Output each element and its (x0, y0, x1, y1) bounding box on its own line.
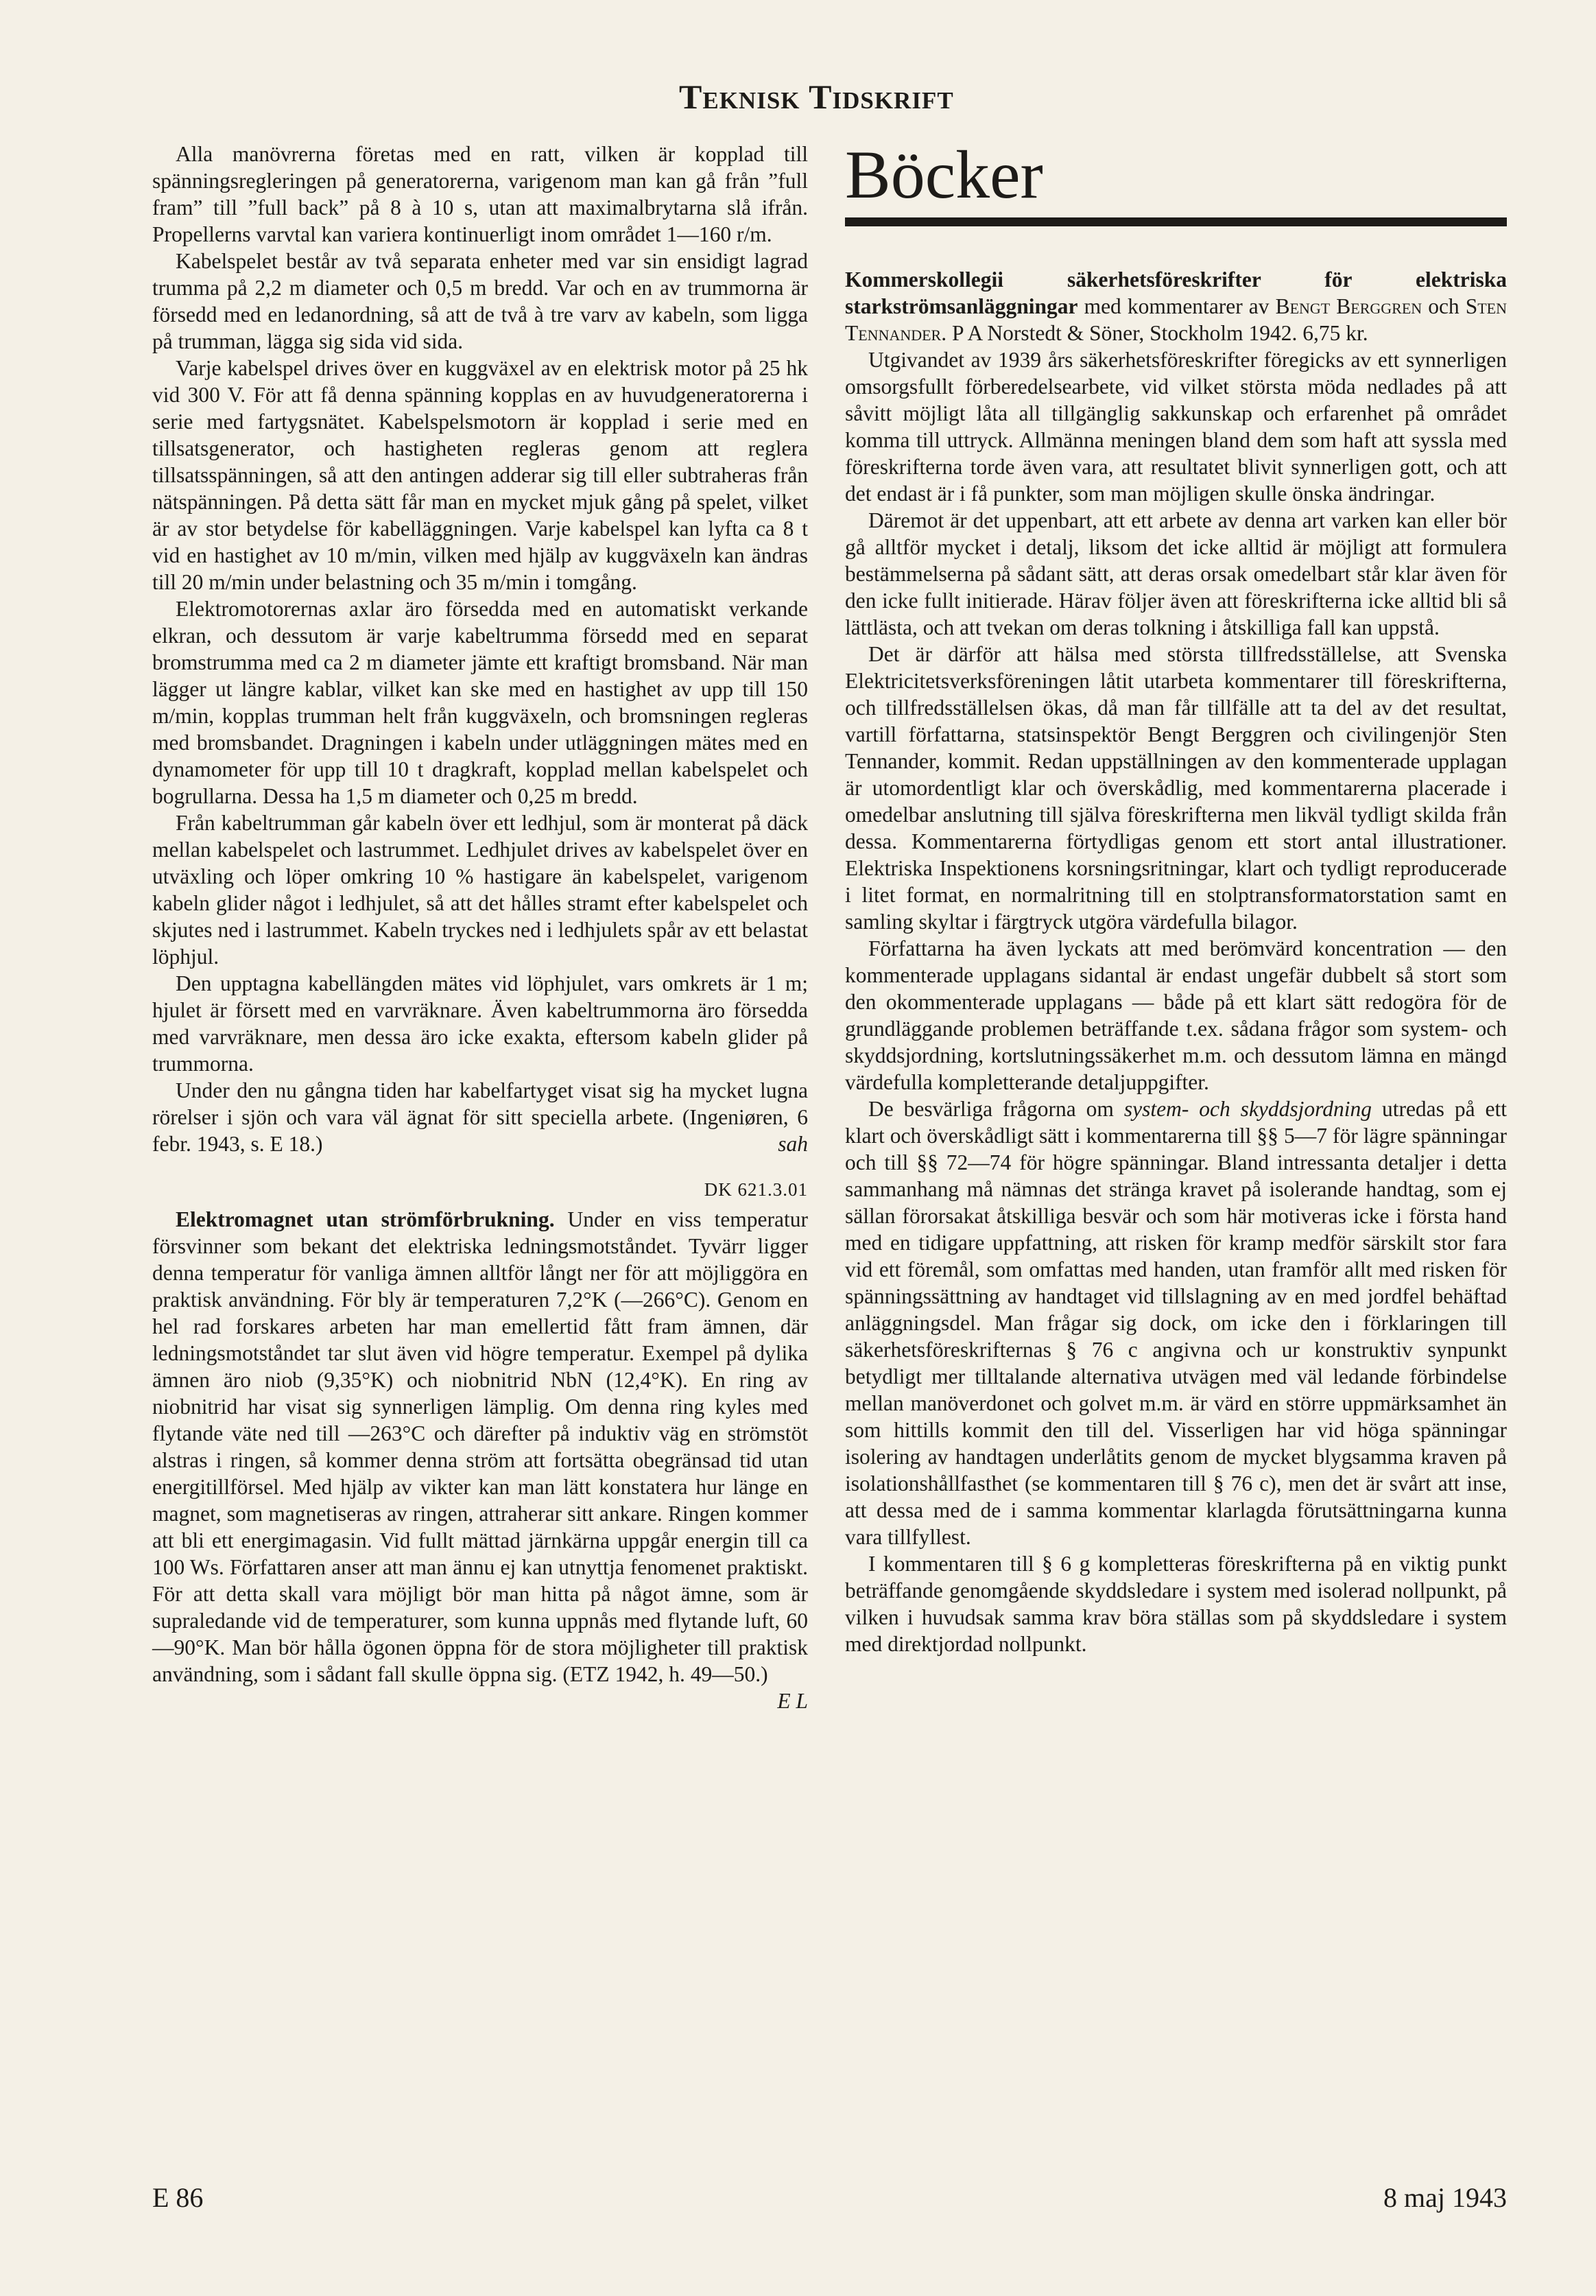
article-body: Under en viss temperatur försvinner som bekant det elektriska ledningsmotståndet. Tyvärr ligger denna temperatur för vanliga ämnen alltför långt ner för att möjliggöra en praktisk användning. För bly är temperaturen 7,2°K (—266°C). Genom en hel rad forskares arbeten har man emellertid fått fram ämnen, där ledningsmotståndet tar slut även vid högre temperatur. Exempel på dylika ämnen äro niob (9,35°K) och niobnitrid NbN (12,4°K). En ring av niobnitrid har visat sig synnerligen lämplig. Om denna ring kyles med flytande väte ned till —263°C och därefter på induktiv väg en strömstöt alstras i ringen, så kommer denna ström att fortsätta obegränsad tid utan energitillförsel. Med hjälp av vikter kan man lätt konstatera hur länge en magnet, som magnetiseras av ringen, attraherar sitt ankare. Ringen kommer att bli ett energimagasin. Vid fullt mättad järnkärna uppgår energin till ca 100 Ws. Författaren anser att man ännu ej kan utnyttja fenomenet praktiskt. För att detta skall vara möjligt bör man hitta på något ämne, som är supraledande vid de temperaturer, som kunna uppnås med flytande luft, 60—90°K. Man bör hålla ögonen öppna för de stora möjligheter till praktisk användning, som i sådant fall skulle öppna sig. (ETZ 1942, h. 49—50.) (152, 1207, 808, 1686)
left-column (152, 141, 808, 1714)
right-column (845, 137, 1508, 1657)
journal-masthead: Teknisk Tidskrift (679, 78, 954, 116)
section-rule (845, 217, 1507, 226)
italic-term: system- och skyddsjordning (1123, 1097, 1372, 1121)
closing-signature: sah (778, 1132, 808, 1156)
review-title: Kommerskollegii säkerhetsföreskrifter för elektriska starkströmsanläggningar (845, 268, 1507, 318)
article-elektromagnet (152, 1206, 808, 1713)
article-title: Elektromagnet utan strömförbrukning. (176, 1207, 555, 1231)
text-run: De besvärliga frågorna om (868, 1097, 1124, 1121)
paragraph: Alla manövrerna företas med en ratt, vilken är kopplad till spänningsregleringen på generatorerna, varigenom man kan gå från ”full fram” till ”full back” på 8 à 10 s, utan att maximalbrytarna slå ifrån. Propellerns varvtal kan variera kontinuerligt inom området 1—160 r/m. (152, 142, 808, 246)
issue-date: 8 maj 1943 (1383, 2182, 1507, 2213)
paragraph (845, 1096, 1507, 1550)
paragraph: Kabelspelet består av två separata enheter med var sin ensidigt lagrad trumma på 2,2 m diameter och 0,5 m bredd. Var och en av trummorna är försedd med en ledanordning, så att de två à tre varv av kabeln, som ligga på trumman, lägga sig sida vid sida. (152, 249, 808, 353)
page-number: E 86 (152, 2182, 204, 2213)
review-meta: med kommentarer av (1077, 294, 1276, 318)
paragraph: Varje kabelspel drives över en kuggväxel av en elektrisk motor på 25 hk vid 300 V. För att få denna spänning kopplas en av huvudgeneratorerna i serie med fartygsnätet. Kabelspelsmotorn är kopplad i serie med en tillsatsgenerator, och hastigheten regleras genom att reglera tillsatsspänningen, så att den antingen adderar sig till eller subtraheras från nätspänningen. På detta sätt får man en mycket mjuk gång på spelet, vilket är av stor betydelse för kabelläggningen. Varje kabelspel kan lyfta ca 8 t vid en hastighet av 10 m/min, vilken med hjälp av kuggväxeln kan ändras till 20 m/min under belastning och 35 m/min i tomgång. (152, 356, 808, 594)
paragraph: Författarna ha även lyckats att med berömvärd koncentration — den kommenterade upplagans sidantal är endast ungefär dubbelt så stort som den okommenterade upplagans — både på ett klart sätt redogöra för de grundläggande problemen beträffande t.ex. sådana frågor som system- och skyddsjordning, kortslutningssäkerhet m.m. och dessutom lämna en mängd värdefulla kompletterande detaljuppgifter. (845, 936, 1507, 1094)
review-author: Sten Tennander (845, 294, 1507, 345)
review-meta: och (1422, 294, 1466, 318)
article-signature: E L (777, 1689, 808, 1713)
review-author: Bengt Berggren (1275, 294, 1422, 318)
paragraph: Från kabeltrumman går kabeln över ett ledhjul, som är monterat på däck mellan kabelspelet och lastrummet. Ledhjulet drives av kabelspelet över en utväxling och löper omkring 10 % hastigare än kabelspelet, varigenom kabeln glider något i ledhjulet, så att det hålles stramt efter kabelspelet och skjutes ned i lastrummet. Kabeln tryckes ned i ledhjulets spår av ett belastat löphjul. (152, 811, 808, 969)
paragraph: Utgivandet av 1939 års säkerhetsföreskrifter föregicks av ett synnerligen omsorgsfullt förberedelsearbete, vid vilket största möda nedlades på att såvitt möjligt låta all tillgänglig sakkunskap och erfarenhet på området komma till uttryck. Allmänna meningen bland dem som haft att syssla med föreskrifterna torde även vara, att resultatet blivit synnerligen gott, och att det endast är i få punkter, som man möjligen skulle önska ändringar. (845, 348, 1507, 506)
text-run: utredas på ett klart och överskådligt sätt i kommentarerna till §§ 5—7 för lägre spänningar och till §§ 72—74 för högre spänningar. Bland intressanta detaljer i detta sammanhang må nämnas det stränga kravet på isolerande handtag, som ej sällan förorsakat åtskilliga besvär och som här motiveras icke i första hand med en tidigare uppfattning, att risken för kramp medför särskilt stor fara vid ett föremål, som omfattas med handen, utan framför allt med risken för spänningssättning av handtaget vid tillslagning av en med jordfel behäftad anläggningsdel. Man frågar sig dock, om icke den i förklaringen till säkerhetsföreskrifternas § 76 c angivna och ur konstruktiv synpunkt betydligt mer tilltalande alternativa utvägen med väl ledande förbindelse mellan manöverdonet och golvet m.m. är värd en större uppmärksamhet än som hittills kommit den till del. Visserligen har vid höga spänningar isolering av handtagen underlåtits genom de mycket blygsamma kraven på isolationshållfasthet (se kommentaren till § 76 c), men det är svårt att inse, att dessa med de i samma kommentar klarlagda förutsättningarna kunna vara tillfyllest. (845, 1097, 1508, 1549)
review-citation (845, 266, 1507, 346)
paragraph: Den upptagna kabellängden mätes vid löphjulet, vars omkrets är 1 m; hjulet är försett med en varvräknare. Även kabeltrummorna äro försedda med varvräknare, men dessa äro icke exakta, eftersom kabeln glider på trummorna. (152, 971, 808, 1076)
closing-paragraph (152, 1077, 808, 1157)
review-meta: . P A Norstedt & Söner, Stockholm 1942. 6,75 kr. (941, 321, 1368, 345)
dk-classification: DK 621.3.01 (704, 1179, 808, 1200)
section-title: Böcker (845, 137, 1043, 213)
paragraph: Det är därför att hälsa med största tillfredsställelse, att Svenska Elektricitetsverksföreningen låtit utarbeta kommentarer till föreskrifterna, och tillfredsställelsen ökas, då man får tillfälle att ta del av det resultat, vartill författarna, statsinspektör Bengt Berggren och civilingenjör Sten Tennander, kommit. Redan uppställningen av den kommenterade upplagan är utomordentligt klar och överskådlig, med kommentarerna placerade i omedelbar anslutning till själva föreskrifterna men likväl tydligt skilda från dessa. Kommentarerna förtydligas genom ett stort antal illustrationer. Elektriska Inspektionens korsningsritningar, klart och tydligt reproducerade i litet format, en normalritning till en stolptransformatorstation samt en samling skyltar i färgtryck utgöra värdefulla bilagor. (845, 642, 1507, 934)
paragraph: Elektromotorernas axlar äro försedda med en automatiskt verkande elkran, och dessutom är varje kabeltrumma försedd med en separat bromstrumma med ca 2 m diameter jämte ett kraftigt bromsband. När man lägger ut längre kablar, vilket kan ske med en hastighet av upp till 150 m/min, kopplas trumman helt från kuggväxeln, och bromsningen regleras med bromsbandet. Dragningen i kabeln under utläggningen mätes med en dynamometer för upp till 10 t dragkraft, kopplad mellan kabelspelet och bogrullarna. Dessa ha 1,5 m diameter och 0,25 m bredd. (152, 597, 808, 808)
closing-text: Under den nu gångna tiden har kabelfartyget visat sig ha mycket lugna rörelser i sjön och vara väl ägnat för sitt speciella arbete. (Ingeniøren, 6 febr. 1943, s. E 18.) (152, 1078, 808, 1156)
paragraph: Däremot är det uppenbart, att ett arbete av denna art varken kan eller bör gå alltför mycket i detalj, liksom det icke alltid är möjligt att formulera bestämmelserna på sådant sätt, att deras orsak omedelbart står klar även för den icke fullt initierade. Härav följer även att föreskrifterna icke alltid bli så lättlästa, och att tvekan om deras tolkning i åtskilliga fall kan uppstå. (845, 508, 1507, 639)
paragraph: I kommentaren till § 6 g kompletteras föreskrifterna på en viktig punkt beträffande genomgående skyddsledare i system med isolerad nollpunkt, på vilken i huvudsak samma krav böra ställas som på skyddsledare i system med direktjordad nollpunkt. (845, 1552, 1507, 1656)
